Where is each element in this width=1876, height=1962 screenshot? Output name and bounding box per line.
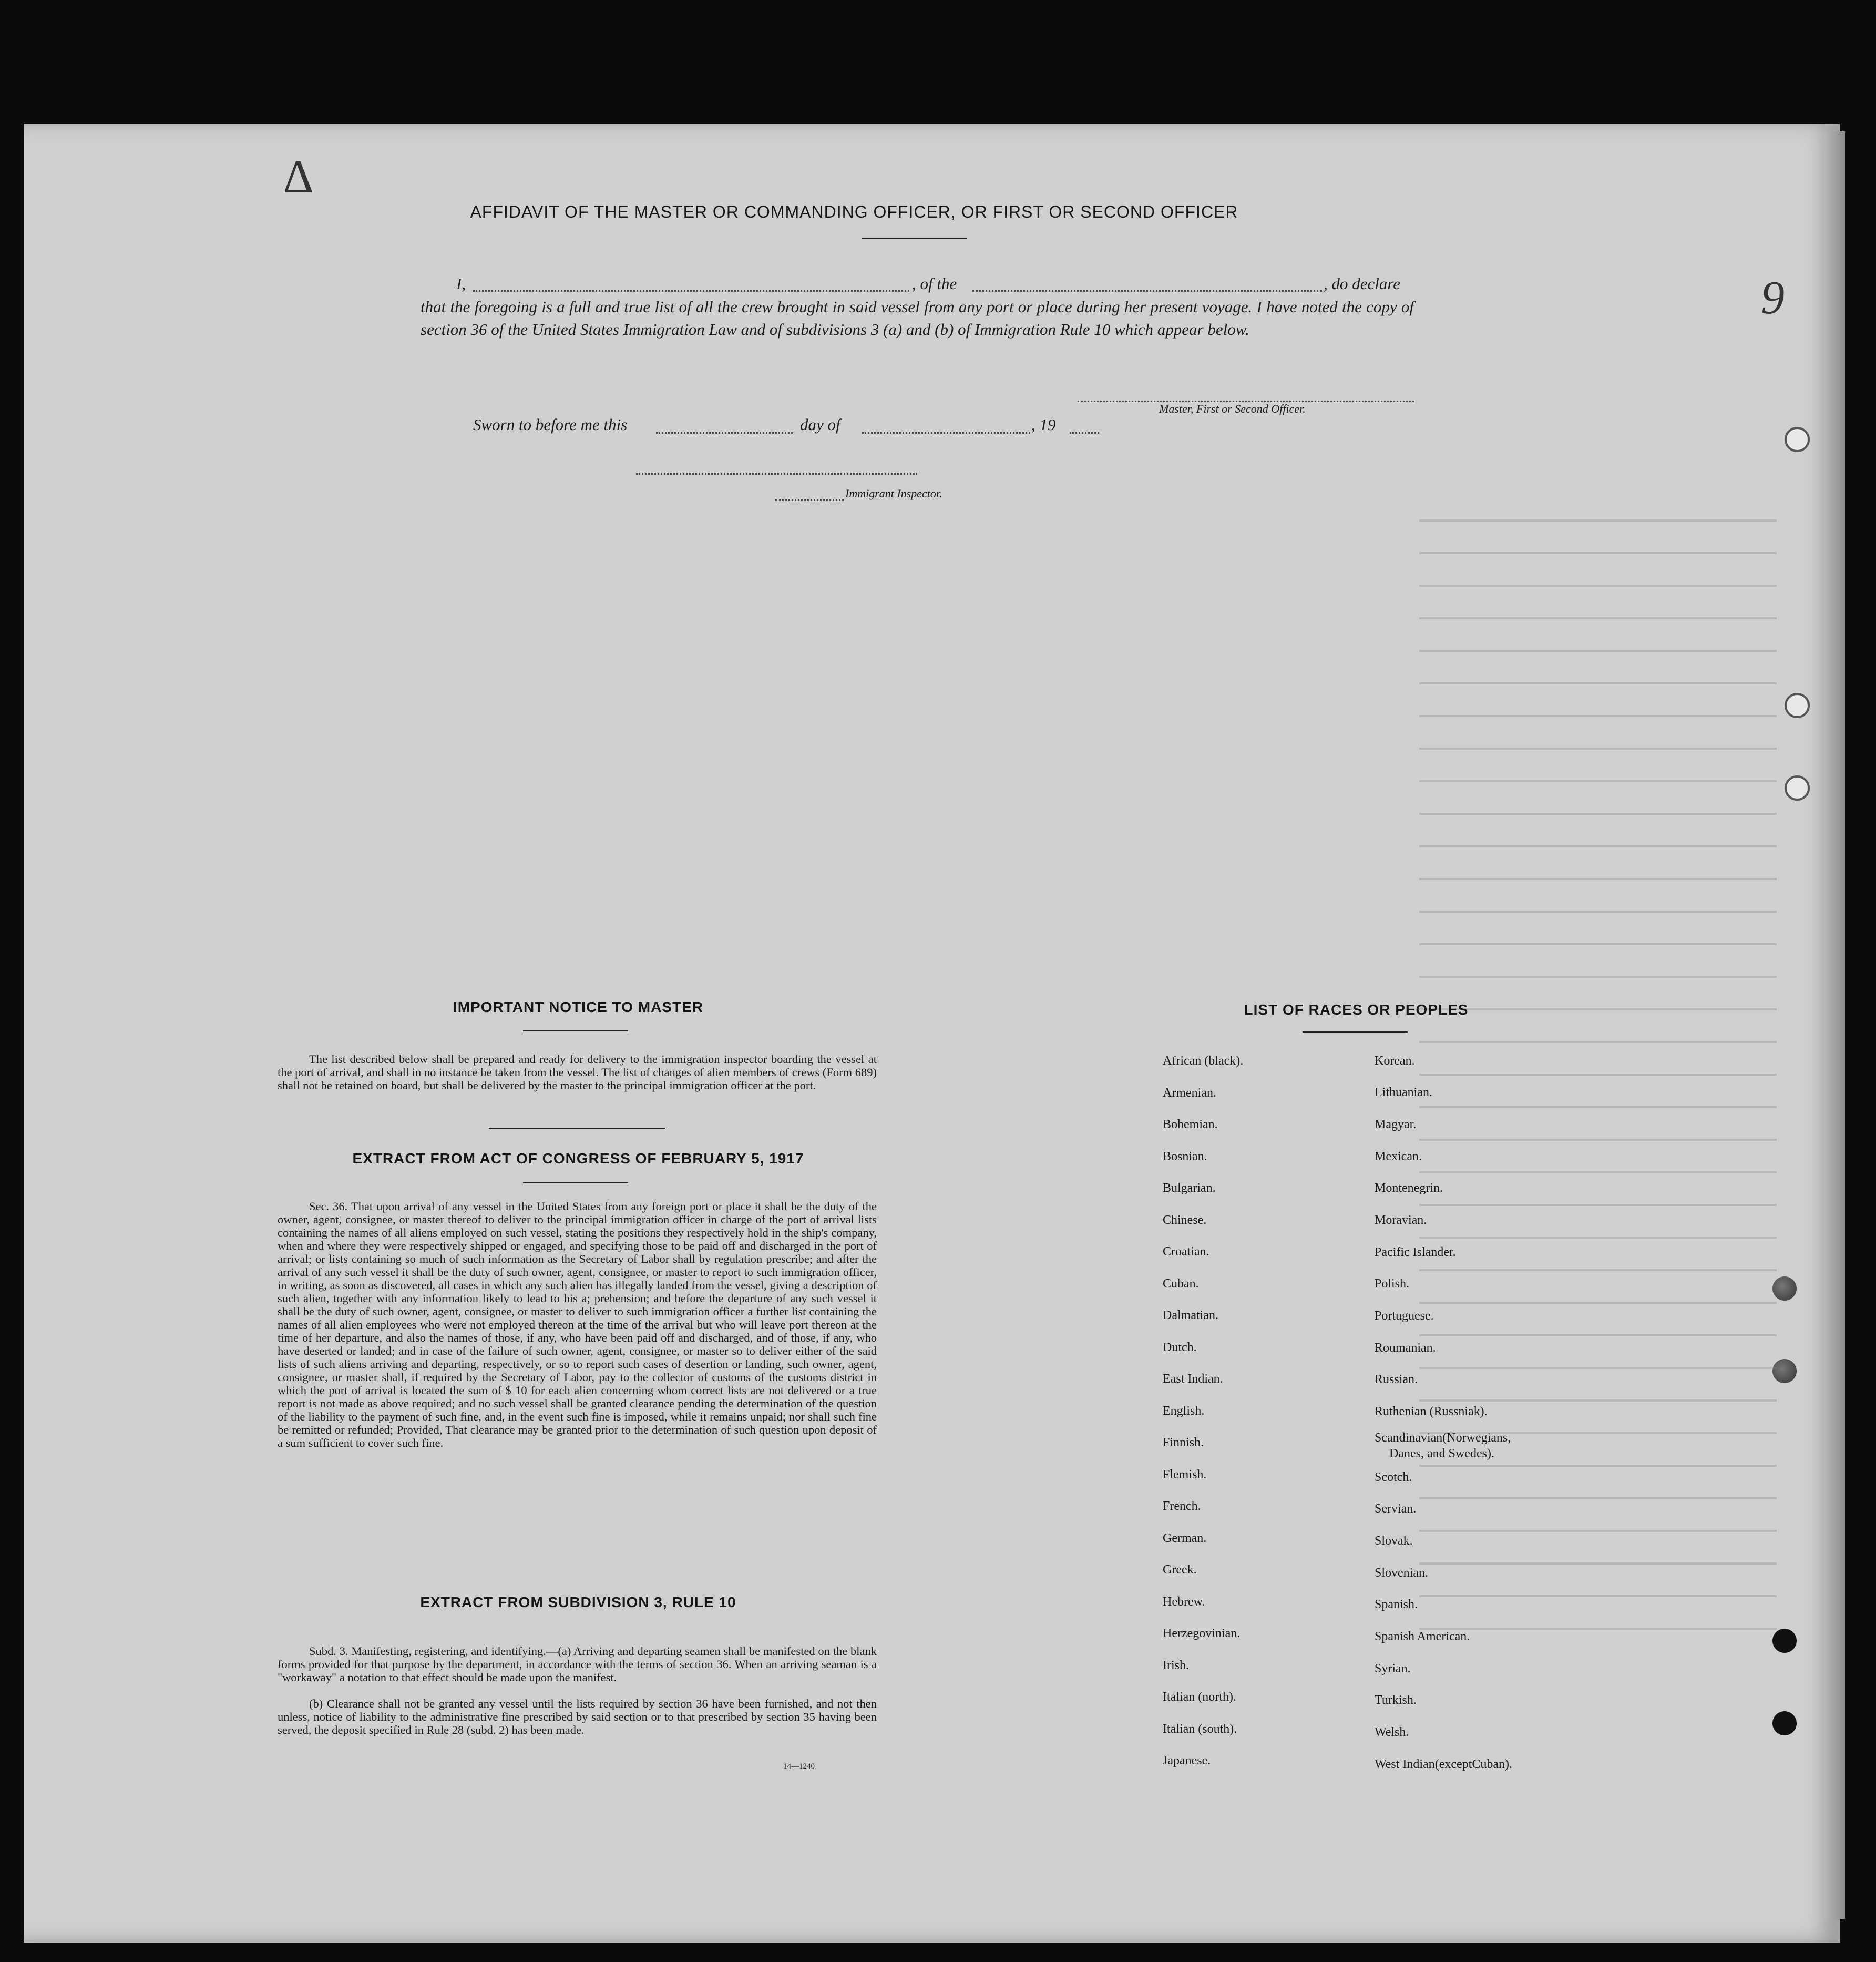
inspector-leader xyxy=(775,499,844,501)
race-item: Dutch. xyxy=(1163,1340,1197,1354)
affidavit-title: AFFIDAVIT OF THE MASTER OR COMMANDING OFFICER, OR FIRST OR SECOND OFFICER xyxy=(470,202,1238,221)
day-of-label: day of xyxy=(800,415,840,434)
sworn-year-field[interactable] xyxy=(1070,432,1099,434)
race-item: Turkish. xyxy=(1375,1693,1417,1707)
page-edge xyxy=(1824,131,1845,1919)
race-item: African (black). xyxy=(1163,1054,1244,1068)
race-item: Ruthenian (Russniak). xyxy=(1375,1405,1488,1418)
race-item: Spanish American. xyxy=(1375,1630,1470,1643)
punch-hole xyxy=(1785,427,1810,452)
race-item: Chinese. xyxy=(1163,1213,1207,1227)
sworn-month-field[interactable] xyxy=(862,432,1030,434)
race-item: East Indian. xyxy=(1163,1372,1223,1386)
race-item: Mexican. xyxy=(1375,1150,1422,1163)
notice-rule xyxy=(523,1030,628,1031)
race-item: Finnish. xyxy=(1163,1436,1204,1449)
sworn-day-field[interactable] xyxy=(656,432,793,434)
race-item: Italian (north). xyxy=(1163,1690,1236,1704)
rule-text-b: (b) Clearance shall not be granted any vessel until the lists required by section 36 have been furnished, and not then unless, notice of liability to the administrative fine prescribed by said section or to that prescribed by section 35 having been served, the deposit specified in Rule 28 (subd. 2) has been made. xyxy=(278,1697,877,1736)
vessel-field[interactable] xyxy=(972,290,1322,292)
race-item: Russian. xyxy=(1375,1373,1418,1386)
race-item: Croatian. xyxy=(1163,1245,1209,1259)
margin-mark: ∆ xyxy=(284,151,313,203)
race-item: Servian. xyxy=(1375,1502,1417,1516)
margin-numeral: 9 xyxy=(1761,272,1785,324)
punch-hole xyxy=(1785,775,1810,801)
race-item: Magyar. xyxy=(1375,1118,1417,1131)
race-item: French. xyxy=(1163,1499,1201,1513)
notice-divider xyxy=(489,1128,665,1129)
affidavit-i: I, xyxy=(456,274,466,293)
inspector-caption: Immigrant Inspector. xyxy=(845,487,942,500)
race-item: German. xyxy=(1163,1531,1207,1545)
rule-text-a: Subd. 3. Manifesting, registering, and identifying.—(a) Arriving and departing seamen shall be manifested on the blank forms provided for that purpose by the department, in accordance with the terms of section 36. When an arriving seaman is a "workaway" a notation to that effect should be made upon the manifest. xyxy=(278,1644,877,1684)
race-item: Spanish. xyxy=(1375,1598,1418,1611)
race-item: Scotch. xyxy=(1375,1470,1412,1484)
race-item: Portuguese. xyxy=(1375,1309,1434,1323)
race-item: Greek. xyxy=(1163,1563,1197,1577)
race-item: Japanese. xyxy=(1163,1754,1211,1767)
race-item: Moravian. xyxy=(1375,1213,1427,1227)
race-item: Hebrew. xyxy=(1163,1595,1205,1609)
officer-caption: Master, First or Second Officer. xyxy=(1159,402,1306,415)
affidavit-declare: , do declare xyxy=(1324,274,1401,293)
sworn-label: Sworn to before me this xyxy=(473,415,628,434)
form-number: 14—1240 xyxy=(783,1762,815,1771)
race-item: Slovenian. xyxy=(1375,1566,1428,1580)
notice-title: IMPORTANT NOTICE TO MASTER xyxy=(453,999,704,1015)
affidavit-body: that the foregoing is a full and true list of all the crew brought in said vessel from any port or place during her present voyage. I have noted the copy of section 36 of the United States Immigration Law and of subdivisions 3 (a) and (b) of Immigration Rule 10 which appear below. xyxy=(421,298,1414,339)
act-rule xyxy=(523,1182,628,1183)
race-item: Syrian. xyxy=(1375,1662,1411,1675)
race-item: Italian (south). xyxy=(1163,1722,1237,1736)
race-item: Armenian. xyxy=(1163,1086,1216,1100)
race-item: Dalmatian. xyxy=(1163,1309,1218,1322)
race-item: West Indian(exceptCuban). xyxy=(1375,1757,1512,1771)
act-title: EXTRACT FROM ACT OF CONGRESS OF FEBRUARY 5, 1917 xyxy=(352,1150,804,1167)
notice-text: The list described below shall be prepared and ready for delivery to the immigration inspector boarding the vessel at the port of arrival, and shall in no instance be taken from the vessel. The list of changes of alien members of crews (Form 689) shall not be retained on board, but shall be delivered by the master to the principal immigration officer at the port. xyxy=(278,1052,877,1092)
year-label: , 19 xyxy=(1031,415,1056,434)
punch-hole xyxy=(1772,1711,1797,1735)
act-text: Sec. 36. That upon arrival of any vessel in the United States from any foreign port or place it shall be the duty of the owner, agent, consignee, or master thereof to deliver to the principal immigration officer in charge of the port of arrival lists containing the names of all aliens employed on such vessel, stating the positions they respectively hold in the ship's company, when and where they were respectively shipped or engaged, and specifying those to be paid off and discharged in the port of arrival; or lists containing so much of such information as the Secretary of Labor shall by regulation prescribe; and after the arrival of any such vessel it shall be the duty of such owner, agent, consignee, or master to report to such immigration officer, in writing, as soon as discovered, all cases in which any such alien has illegally landed from the vessel, giving a description of such alien, together with any information likely to lead to his a; prehension; and before the departure of any such vessel it shall be the duty of such owner, agent, consignee, or master to deliver to such immigration officer a further list containing the names of all alien employees who were not employed thereon at the time of the arrival but who will leave port thereon at the time of her departure, and also the names of those, if any, who have been paid off and discharged, and of those, if any, who have deserted or landed; and in case of the failure of such owner, agent, consignee, or master so to deliver either of the said lists of such aliens arriving and departing, respectively, or so to report such cases of desertion or landing, such owner, agent, consignee, or master shall, if required by the Secretary of Labor, pay to the collector of customs of the customs district in which the port of arrival is located the sum of $ 10 for each alien concerning whom correct lists are not delivered or a true report is not made as above required; and no such vessel shall be granted clearance pending the determination of the question of the liability to the payment of such fine, and, in the event such fine is imposed, while it remains unpaid; nor shall such fine be remitted or refunded; Provided, That clearance may be granted prior to the determination of such question upon deposit of a sum sufficient to cover such fine. xyxy=(278,1200,877,1449)
race-item: Montenegrin. xyxy=(1375,1181,1443,1195)
race-item: Bohemian. xyxy=(1163,1118,1218,1131)
race-item: English. xyxy=(1163,1404,1205,1418)
race-item: Slovak. xyxy=(1375,1534,1413,1548)
race-item: Flemish. xyxy=(1163,1467,1207,1481)
bleed-through xyxy=(1419,494,1777,1651)
race-item: Herzegovinian. xyxy=(1163,1627,1241,1640)
punch-hole xyxy=(1785,693,1810,718)
race-item: Lithuanian. xyxy=(1375,1086,1432,1099)
races-rule xyxy=(1303,1031,1408,1033)
race-item: Scandinavian(Norwegians, xyxy=(1375,1431,1511,1445)
inspector-signature-field[interactable] xyxy=(636,473,917,475)
rule-title: EXTRACT FROM SUBDIVISION 3, RULE 10 xyxy=(420,1594,736,1610)
race-item: Korean. xyxy=(1375,1054,1415,1068)
affidavit-of-the: , of the xyxy=(912,274,957,293)
race-item: Irish. xyxy=(1163,1658,1189,1672)
races-title: LIST OF RACES OR PEOPLES xyxy=(1244,1002,1469,1018)
race-item: Polish. xyxy=(1375,1277,1410,1291)
title-rule xyxy=(862,238,967,239)
name-field[interactable] xyxy=(473,290,909,292)
race-item: Roumanian. xyxy=(1375,1341,1436,1355)
race-item: Danes, and Swedes). xyxy=(1389,1447,1494,1460)
race-item: Cuban. xyxy=(1163,1276,1199,1291)
race-item: Bosnian. xyxy=(1163,1149,1207,1163)
race-item: Bulgarian. xyxy=(1163,1181,1216,1195)
race-item: Pacific Islander. xyxy=(1375,1245,1456,1259)
race-item: Welsh. xyxy=(1375,1725,1409,1739)
